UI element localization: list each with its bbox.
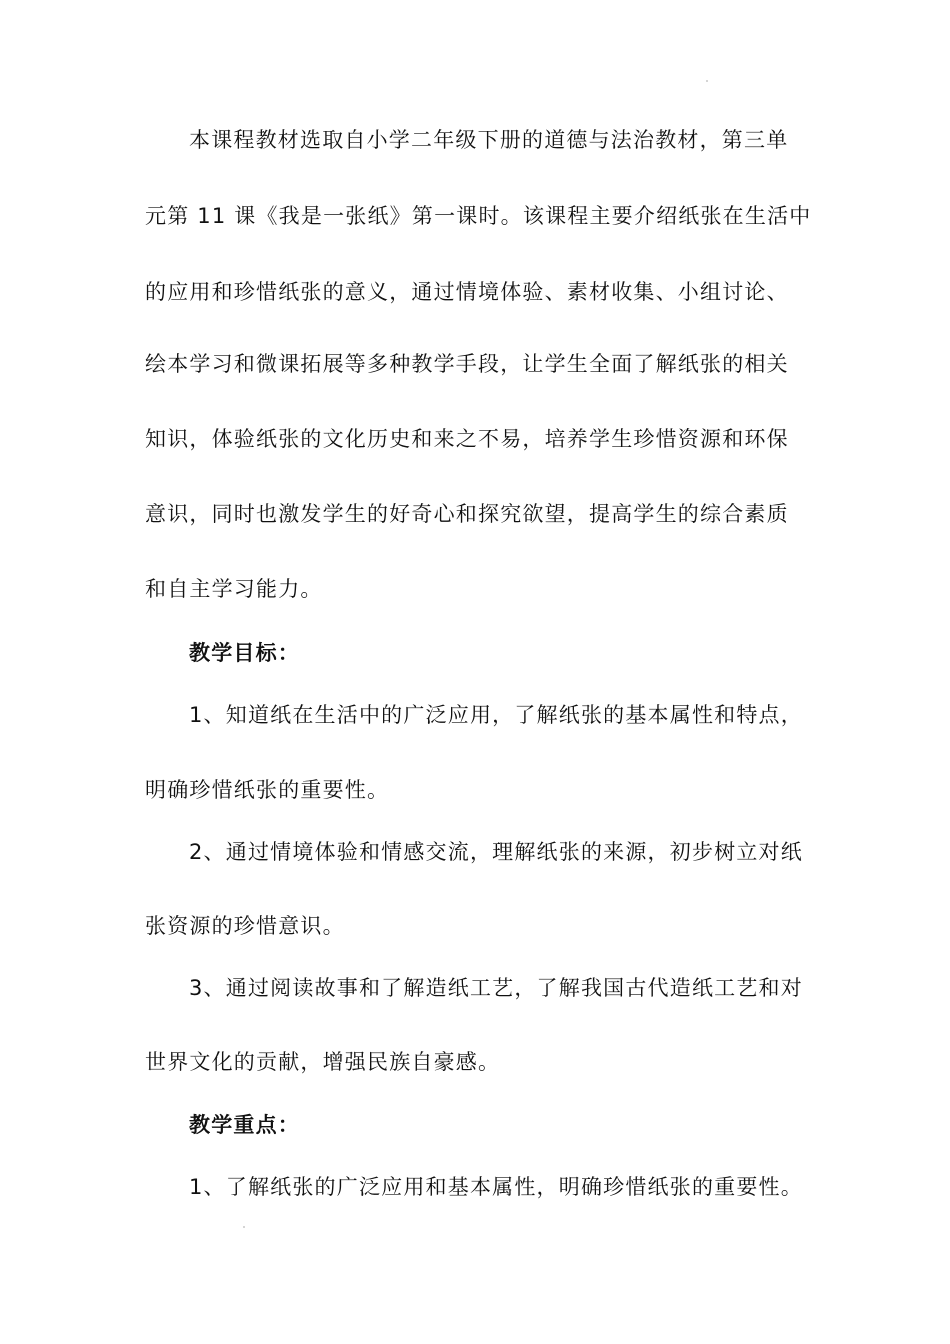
intro-line-7: 和自主学习能力。 xyxy=(145,577,323,601)
objective-1-line-1: 1、知道纸在生活中的广泛应用，了解纸张的基本属性和特点， xyxy=(189,703,803,727)
objective-1-line-2: 明确珍惜纸张的重要性。 xyxy=(145,778,390,802)
scan-speck xyxy=(243,1226,245,1228)
scan-speck xyxy=(706,80,708,82)
key-point-1: 1、了解纸张的广泛应用和基本属性，明确珍惜纸张的重要性。 xyxy=(189,1175,803,1199)
objective-3-line-1: 3、通过阅读故事和了解造纸工艺，了解我国古代造纸工艺和对 xyxy=(189,976,803,1000)
objective-2-line-2: 张资源的珍惜意识。 xyxy=(145,914,345,938)
objective-2-line-1: 2、通过情境体验和情感交流，理解纸张的来源，初步树立对纸 xyxy=(189,840,803,864)
objective-3-line-2: 世界文化的贡献，增强民族自豪感。 xyxy=(145,1050,501,1074)
intro-line-4: 绘本学习和微课拓展等多种教学手段，让学生全面了解纸张的相关 xyxy=(145,352,789,376)
objectives-heading: 教学目标： xyxy=(189,641,300,665)
intro-line-6: 意识，同时也激发学生的好奇心和探究欲望，提高学生的综合素质 xyxy=(145,502,789,526)
intro-line-1: 本课程教材选取自小学二年级下册的道德与法治教材，第三单 xyxy=(189,128,789,152)
intro-line-3: 的应用和珍惜纸张的意义，通过情境体验、素材收集、小组讨论、 xyxy=(145,280,789,304)
key-points-heading: 教学重点： xyxy=(189,1113,300,1137)
intro-line-2: 元第 11 课《我是一张纸》第一课时。该课程主要介绍纸张在生活中 xyxy=(145,204,812,228)
intro-line-5: 知识，体验纸张的文化历史和来之不易，培养学生珍惜资源和环保 xyxy=(145,427,789,451)
